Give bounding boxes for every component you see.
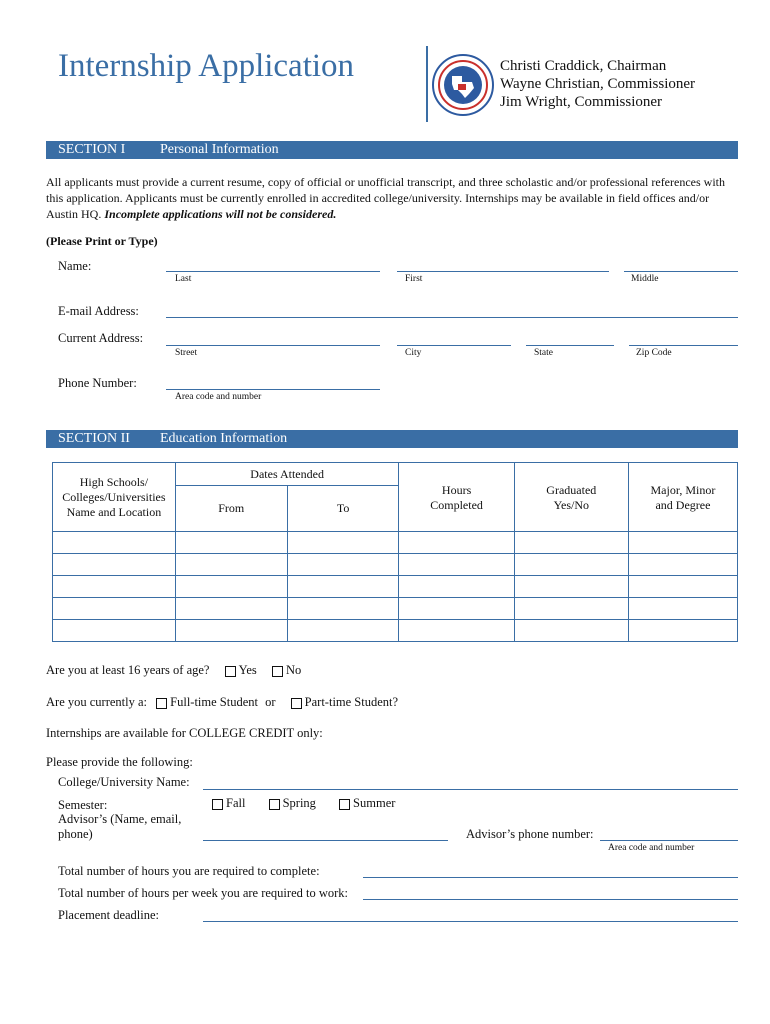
phone-hint: Area code and number: [175, 392, 262, 402]
commissioner-2: Wayne Christian, Commissioner: [500, 76, 696, 92]
commissioner-list: [500, 57, 695, 111]
major-header: Major, Minor and Degree: [628, 463, 737, 532]
fulltime-label: Full-time Student: [170, 695, 258, 709]
age-question-text: Are you at least 16 years of age?: [46, 663, 210, 677]
phone-label: Phone Number:: [58, 376, 137, 390]
spring-checkbox[interactable]: [269, 799, 280, 810]
advisor-phone-label: Advisor’s phone number:: [466, 827, 594, 841]
age-yes-checkbox[interactable]: [225, 666, 236, 677]
email-field[interactable]: [166, 317, 738, 318]
fall-checkbox[interactable]: [212, 799, 223, 810]
last-name-field[interactable]: [166, 271, 380, 272]
provide-note: Please provide the following:: [46, 755, 193, 769]
age-question: [46, 663, 301, 678]
summer-label: Summer: [353, 796, 396, 810]
to-header: To: [287, 486, 399, 532]
state-field[interactable]: [526, 345, 614, 346]
section-2-number: SECTION II: [58, 431, 130, 446]
table-row: [53, 576, 738, 598]
section-1-label: Personal Information: [160, 142, 279, 157]
college-field[interactable]: [203, 789, 738, 790]
street-label: Street: [175, 348, 198, 358]
zip-label: Zip Code: [636, 348, 672, 358]
intro-paragraph: [46, 174, 736, 222]
commissioner-3: Jim Wright, Commissioner: [500, 94, 663, 110]
credit-note: Internships are available for COLLEGE CREDIT only:: [46, 726, 323, 740]
commissioner-chairman: Christi Craddick, Chairman: [500, 58, 667, 74]
city-label: City: [405, 348, 422, 358]
hours-header: Hours Completed: [399, 463, 514, 532]
advisor-phone-hint: Area code and number: [608, 843, 695, 853]
advisor-field[interactable]: [203, 840, 448, 841]
phone-field[interactable]: [166, 389, 380, 390]
city-field[interactable]: [397, 345, 511, 346]
table-row: [53, 598, 738, 620]
or-text: or: [265, 695, 276, 709]
student-question: [46, 695, 398, 710]
state-label: State: [534, 348, 553, 358]
deadline-label: Placement deadline:: [58, 908, 160, 922]
total-hours-field[interactable]: [363, 877, 738, 878]
middle-name-field[interactable]: [624, 271, 738, 272]
intro-text: All applicants must provide a current resume, copy of official or unofficial transcript, and three scholastic and/or professional references with this application. Applicants must be currently enrolled in accredited college/university. Internships may be available in field offices and/or Austin HQ.: [46, 175, 725, 221]
summer-checkbox[interactable]: [339, 799, 350, 810]
first-label: First: [405, 274, 423, 284]
parttime-checkbox[interactable]: [291, 698, 302, 709]
commission-seal-icon: [432, 54, 494, 116]
section-1-number: SECTION I: [58, 142, 126, 157]
graduated-header: Graduated Yes/No: [514, 463, 628, 532]
page-title: Internship Application: [58, 48, 355, 84]
age-yes-label: Yes: [238, 663, 257, 677]
table-row: [53, 620, 738, 642]
week-hours-label: Total number of hours per week you are required to work:: [58, 886, 349, 900]
parttime-label: Part-time Student?: [304, 695, 399, 709]
education-table: [52, 462, 738, 642]
first-name-field[interactable]: [397, 271, 609, 272]
zip-field[interactable]: [629, 345, 738, 346]
section-2-header: [46, 430, 738, 448]
intro-warning: Incomplete applications will not be considered.: [104, 207, 337, 221]
address-label: Current Address:: [58, 331, 144, 345]
section-1-header: [46, 141, 738, 159]
school-header: High Schools/ Colleges/Universities Name and Location: [53, 463, 176, 532]
section-2-label: Education Information: [160, 431, 288, 446]
age-no-label: No: [285, 663, 302, 677]
deadline-field[interactable]: [203, 921, 738, 922]
fall-label: Fall: [226, 796, 246, 810]
college-label: College/University Name:: [58, 775, 190, 789]
table-row: [53, 532, 738, 554]
semester-label: Semester:: [58, 798, 108, 812]
week-hours-field[interactable]: [363, 899, 738, 900]
name-label: Name:: [58, 259, 92, 273]
dates-header: Dates Attended: [175, 463, 399, 486]
semester-options: [212, 796, 395, 811]
street-field[interactable]: [166, 345, 380, 346]
from-header: From: [175, 486, 287, 532]
email-label: E-mail Address:: [58, 304, 139, 318]
total-hours-label: Total number of hours you are required to complete:: [58, 864, 320, 878]
advisor-phone-field[interactable]: [600, 840, 738, 841]
student-question-text: Are you currently a:: [46, 695, 148, 709]
spring-label: Spring: [282, 796, 316, 810]
fulltime-checkbox[interactable]: [156, 698, 167, 709]
table-row: [53, 554, 738, 576]
age-no-checkbox[interactable]: [272, 666, 283, 677]
last-label: Last: [175, 274, 192, 284]
print-note: (Please Print or Type): [46, 234, 158, 248]
middle-label: Middle: [631, 274, 659, 284]
advisor-label: Advisor’s (Name, email, phone): [58, 812, 182, 841]
header-divider: [426, 46, 428, 122]
